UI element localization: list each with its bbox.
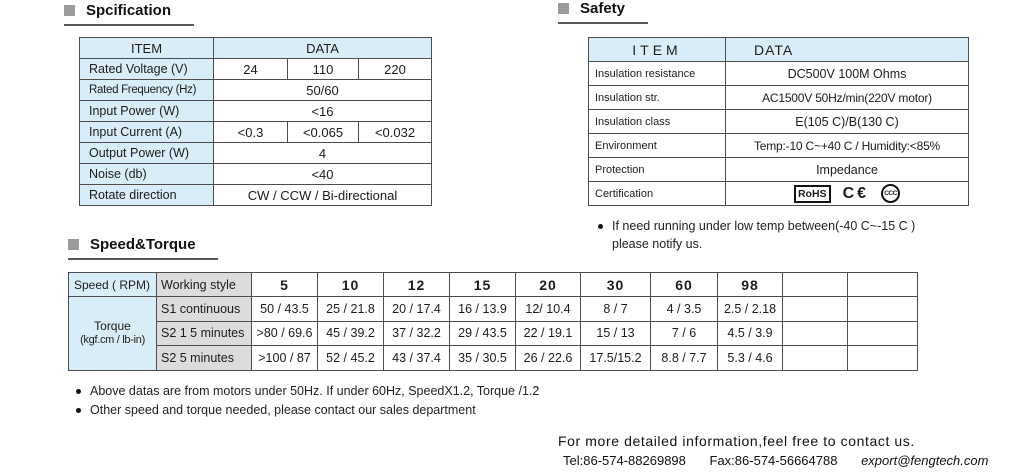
value-cell: 35 / 30.5 [450,346,516,371]
value-cell: <0.032 [359,122,432,143]
row-label-cell: Certification [589,182,726,206]
bullet-dot-icon [598,224,603,229]
table-row [589,86,969,110]
speed-torque-heading-label: Speed&Torque [90,236,196,253]
row-label-cell: Rotate direction [80,185,214,206]
working-style-header: Working style [157,273,252,297]
value-cell: 110 [288,59,359,80]
value-cell: <0.065 [288,122,359,143]
table-row [69,346,918,371]
table-header-row [69,273,918,297]
row-label-cell: Insulation str. [589,86,726,110]
table-row [80,164,432,185]
bullet-dot-icon [76,389,81,394]
spec-item-header: ITEM [80,38,214,59]
speed-column-header: 12 [384,273,450,297]
speed-column-header: 60 [651,273,718,297]
torque-unit: (kgf.cm / lb-in) [80,333,145,346]
value-cell: 20 / 17.4 [384,297,450,322]
contact-email: export@fengtech.com [861,453,989,468]
value-cell: 50 / 43.5 [252,297,318,322]
table-row [80,122,432,143]
bullet-dot-icon [76,408,81,413]
row-label-cell: Input Power (W) [80,101,214,122]
value-cell: 52 / 45.2 [318,346,384,371]
value-cell [848,321,918,346]
table-row [589,182,969,206]
speed-column-header: 30 [581,273,651,297]
table-row [589,134,969,158]
value-cell: 220 [359,59,432,80]
value-cell [783,346,848,371]
note-line: please notify us. [612,237,703,251]
value-cell: E(105 C)/B(130 C) [726,110,969,134]
table-row [69,297,918,322]
row-label-cell: Insulation resistance [589,62,726,86]
value-cell: Temp:-10 C~+40 C / Humidity:<85% [726,134,969,158]
row-label-cell: Protection [589,158,726,182]
contact-details [563,453,988,468]
ccc-icon: CCC [881,184,900,203]
value-cell: 17.5/15.2 [581,346,651,371]
table-row [80,185,432,206]
speed-column-header: 15 [450,273,516,297]
certification-icons [729,182,965,205]
table-row [80,143,432,164]
value-cell: 25 / 21.8 [318,297,384,322]
value-cell: <16 [214,101,432,122]
table-header-row [589,38,969,62]
value-cell: >100 / 87 [252,346,318,371]
safety-heading-label: Safety [580,0,626,17]
square-bullet-icon [558,3,569,14]
value-cell [783,321,848,346]
torque-label: Torque [94,318,131,333]
value-cell: <0.3 [214,122,288,143]
value-cell: 12/ 10.4 [516,297,581,322]
speed-column-header: 5 [252,273,318,297]
contact-message: For more detailed information,feel free to contact us. [558,433,915,449]
value-cell: 29 / 43.5 [450,321,516,346]
value-cell: 4.5 / 3.9 [718,321,783,346]
contact-fax: Fax:86-574-56664788 [709,453,838,468]
working-style-cell: S1 continuous [157,297,252,322]
value-cell: 37 / 32.2 [384,321,450,346]
table-header-row [80,38,432,59]
value-cell: 24 [214,59,288,80]
safety-data-header: DATA [726,38,969,62]
value-cell: 26 / 22.6 [516,346,581,371]
rohs-icon: RoHS [794,185,831,203]
note-line: Other speed and torque needed, please contact our sales department [90,403,476,417]
table-row [80,101,432,122]
table-row [80,80,432,101]
square-bullet-icon [68,239,79,250]
value-cell: 8.8 / 7.7 [651,346,718,371]
contact-tel: Tel:86-574-88269898 [563,453,686,468]
value-cell [848,346,918,371]
speed-column-header: 98 [718,273,783,297]
low-temp-note [598,219,998,251]
certification-cell [726,182,969,206]
low-temp-note-text [612,219,915,251]
ce-icon: C€ [842,184,870,202]
speed-torque-note-1 [76,384,636,398]
working-style-cell: S2 5 minutes [157,346,252,371]
value-cell: 45 / 39.2 [318,321,384,346]
row-label-cell: Rated Voltage (V) [80,59,214,80]
speed-rpm-header: Speed ( RPM) [69,273,157,297]
value-cell: 15 / 13 [581,321,651,346]
specification-heading-label: Spcification [86,2,172,19]
value-cell: <40 [214,164,432,185]
table-row [80,59,432,80]
row-label-cell: Environment [589,134,726,158]
table-row [589,158,969,182]
speed-torque-heading [68,236,218,260]
value-cell: 16 / 13.9 [450,297,516,322]
value-cell: 8 / 7 [581,297,651,322]
note-line: Above datas are from motors under 50Hz. If under 60Hz, SpeedX1.2, Torque /1.2 [90,384,540,398]
specification-table [79,37,432,206]
torque-label-cell [69,297,157,371]
value-cell: DC500V 100M Ohms [726,62,969,86]
speed-column-header: 10 [318,273,384,297]
value-cell: CW / CCW / Bi-directional [214,185,432,206]
speed-column-header [783,273,848,297]
table-row [589,62,969,86]
value-cell: 43 / 37.4 [384,346,450,371]
safety-heading [558,0,648,24]
speed-torque-table [68,272,918,371]
table-row [69,321,918,346]
speed-column-header [848,273,918,297]
safety-item-header: ITEM [589,38,726,62]
value-cell [848,297,918,322]
row-label-cell: Input Current (A) [80,122,214,143]
value-cell: 2.5 / 2.18 [718,297,783,322]
speed-torque-note-2 [76,403,636,417]
spec-data-header: DATA [214,38,432,59]
value-cell: 4 [214,143,432,164]
row-label-cell: Insulation class [589,110,726,134]
specification-heading [64,2,194,26]
row-label-cell: Rated Frequency (Hz) [80,80,214,101]
value-cell: 5.3 / 4.6 [718,346,783,371]
value-cell: 22 / 19.1 [516,321,581,346]
safety-table [588,37,969,206]
working-style-cell: S2 1 5 minutes [157,321,252,346]
value-cell: Impedance [726,158,969,182]
row-label-cell: Output Power (W) [80,143,214,164]
row-label-cell: Noise (db) [80,164,214,185]
value-cell: 7 / 6 [651,321,718,346]
value-cell: 4 / 3.5 [651,297,718,322]
value-cell: AC1500V 50Hz/min(220V motor) [726,86,969,110]
table-row [589,110,969,134]
speed-column-header: 20 [516,273,581,297]
value-cell: >80 / 69.6 [252,321,318,346]
value-cell: 50/60 [214,80,432,101]
value-cell [783,297,848,322]
square-bullet-icon [64,5,75,16]
note-line: If need running under low temp between(-40 C~-15 C ) [612,219,916,233]
